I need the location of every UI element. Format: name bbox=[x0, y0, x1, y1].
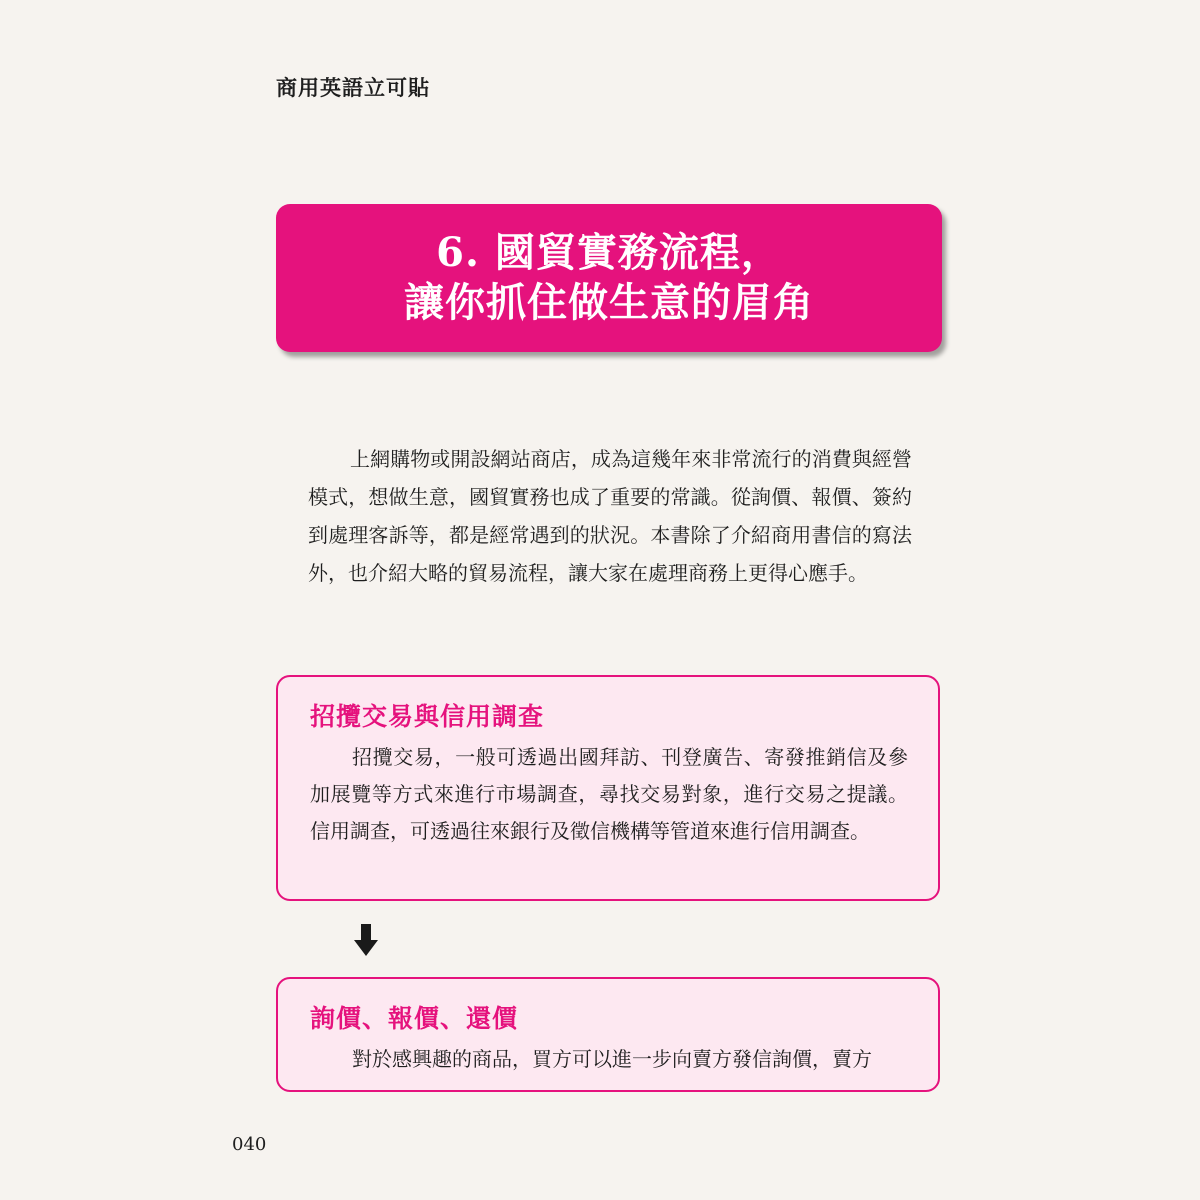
step-title: 招攬交易與信用調查 bbox=[310, 702, 545, 731]
chapter-title-line-2: 讓你抓住做生意的眉角 bbox=[404, 279, 814, 326]
page-number: 040 bbox=[232, 1134, 267, 1155]
step-body: 對於感興趣的商品，買方可以進一步向賣方發信詢價，賣方 bbox=[352, 1047, 872, 1071]
step-title: 詢價、報價、還價 bbox=[310, 1004, 519, 1033]
step-body: 招攬交易，一般可透過出國拜訪、刊登廣告、寄發推銷信及參加展覽等方式來進行市場調查，尋找交易對象，進行交易之提議。信用調查，可透過往來銀行及徵信機構等管道來進行信用調查。 bbox=[310, 745, 908, 843]
intro-paragraph: 上網購物或開設網站商店，成為這幾年來非常流行的消費與經營模式，想做生意，國貿實務也成了重要的常識。從詢價、報價、簽約到處理客訴等，都是經常遇到的狀況。本書除了介紹商用書信的寫法外，也介紹大略的貿易流程，讓大家在處理商務上更得心應手。 bbox=[308, 447, 912, 585]
down-arrow-icon bbox=[352, 924, 380, 958]
step-box-inquiry bbox=[276, 977, 940, 1092]
chapter-title-line-1: 6. 國貿實務流程， bbox=[436, 229, 782, 276]
running-header: 商用英語立可貼 bbox=[276, 75, 430, 100]
step-box-solicitation bbox=[276, 675, 940, 901]
chapter-title-banner bbox=[276, 204, 942, 352]
